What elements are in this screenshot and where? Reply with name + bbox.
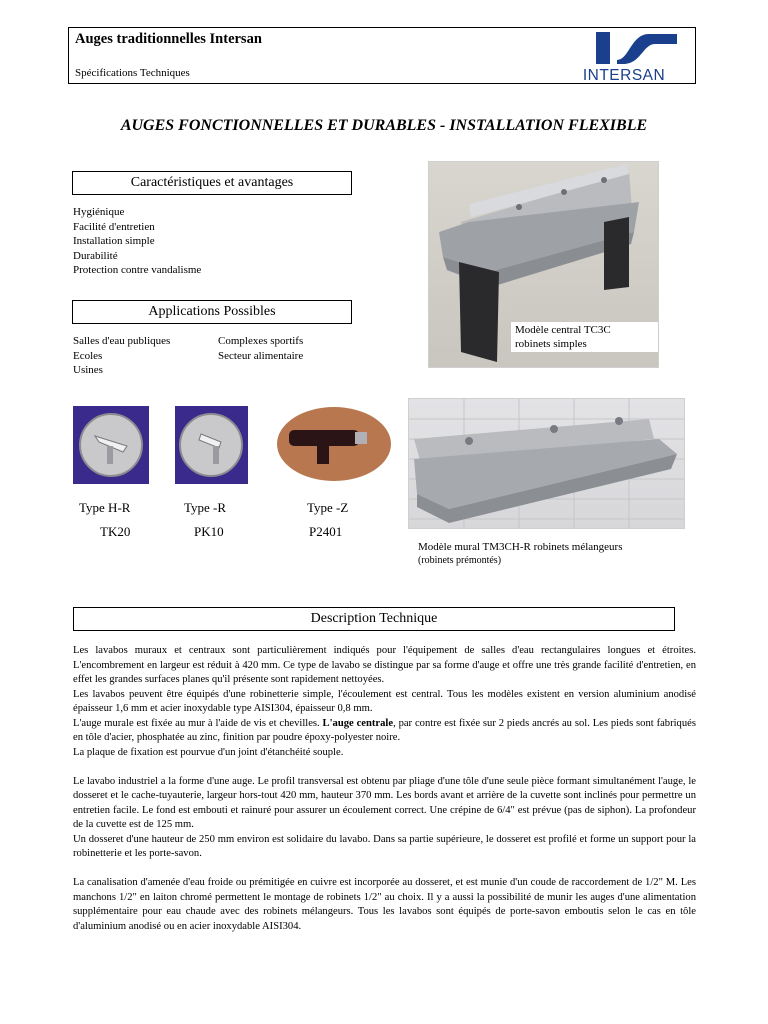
central-trough-photo: [428, 161, 659, 368]
type-r-label: Type -R: [184, 500, 227, 515]
faucet-z-photo: [277, 406, 391, 482]
type-z-label: Type -Z: [307, 500, 349, 515]
mural-trough-photo: [408, 398, 685, 529]
mural-caption: [418, 540, 622, 567]
type-r-code: PK10: [194, 524, 224, 539]
type-hr-label: Type H-R: [79, 500, 131, 515]
feature-item: Protection contre vandalisme: [73, 264, 202, 276]
feature-item: Facilité d'entretien: [73, 220, 155, 233]
features-heading: Caractéristiques et avantages: [72, 171, 352, 195]
faucet-hr-photo: [73, 406, 149, 484]
application-item: Complexes sportifs: [218, 335, 304, 347]
application-item: Secteur alimentaire: [218, 349, 304, 362]
central-caption-line1: Modèle central TC3C: [515, 324, 611, 336]
description-paragraph-1: [73, 644, 696, 760]
document-subtitle: Spécifications Techniques: [75, 67, 190, 79]
desc-p1-line4: La plaque de fixation est pourvue d'un joint d'étanchéité souple.: [73, 746, 344, 758]
description-heading: Description Technique: [73, 607, 675, 631]
feature-item: Durabilité: [73, 249, 118, 262]
application-item: Usines: [73, 364, 103, 376]
desc-p1c-before: L'auge murale est fixée au mur à l'aide de vis et chevilles.: [73, 717, 323, 729]
features-list: [73, 205, 201, 278]
central-caption-line2: robinets simples: [515, 338, 587, 350]
mural-caption-line1: Modèle mural TM3CH-R robinets mélangeurs: [418, 541, 623, 553]
type-hr-code: TK20: [100, 524, 131, 539]
desc-p1-line3: [73, 717, 696, 746]
desc-p1-line1: Les lavabos muraux et centraux sont particulièrement indiqués pour l'équipement de salles d'eau rectangulaires longues et étroites. L'encombrement en largeur est réduit à 420 mm. Ce type de lavabo se distingue par sa forme d'auge et offre une très grande facilité d'entretien, en effet les grandes surfaces planes qu'il présente sont rapidement nettoyées.: [73, 645, 696, 685]
feature-item: Installation simple: [73, 235, 155, 247]
application-item: Salles d'eau publiques: [73, 335, 171, 347]
applications-col2: [218, 334, 303, 363]
feature-item: Hygiénique: [73, 206, 125, 218]
mural-caption-line2: (robinets prémontés): [418, 554, 502, 566]
type-z-code: P2401: [309, 524, 343, 539]
central-photo-caption: [511, 322, 659, 352]
description-body: [73, 644, 696, 949]
description-paragraph-2: [73, 775, 696, 862]
application-item: Ecoles: [73, 349, 103, 362]
faucet-r-photo: [175, 406, 248, 484]
desc-p1-line2: Les lavabos peuvent être équipés d'une robinetterie simple, l'écoulement est central. Tous les modèles existent en version aluminium anodisé épaisseur 1,6 mm et acier inoxydable type AISI304, épaisseur 0,8 mm.: [73, 688, 696, 714]
desc-p1c-after: , par contre est fixée sur 2 pieds ancrés au sol. Les pieds sont fabriqués en tôle d'acier, phosphatée au zinc, finition par poudre époxy-polyester noire.: [73, 717, 696, 743]
logo-text: INTERSAN: [582, 67, 666, 82]
description-paragraph-3: La canalisation d'amenée d'eau froide ou prémitigée en cuivre est incorporée au dosseret, et est munie d'un coude de raccordement de 1/2" M. Les manchons 1/2" en laiton chromé permettent le montage de robinets 1/2" au choix. Il y a aussi la possibilité de munir les auges d'une alimentation supplémentaire pour eau chaude avec des robinets mélangeurs. Tous les lavabos sont équipés de porte-savon emboutis selon le cas en tôle d'aluminium anodisé ou en acier inoxydable AISI304.: [73, 877, 696, 932]
desc-p2-line1: Le lavabo industriel a la forme d'une auge. Le profil transversal est obtenu par pliage d'une tôle d'une seule pièce formant simultanément l'auge, le dosseret et le cache-tuyauterie, largeur hors-tout 420 mm, hauteur 370 mm. Les bords avant et arrière de la cuvette sont inclinés pour permettre un entretien facile. Le fond est embouti et rainuré pour assurer un écoulement correct. Une crépine de 6/4" est prévue (pas de siphon). La profondeur de la cuvette est de 125 mm.: [73, 775, 696, 830]
company-name: Auges traditionnelles Intersan: [75, 31, 262, 47]
desc-p2-line2: Un dosseret d'une hauteur de 250 mm environ est solidaire du lavabo. Dans sa partie supérieure, le dosseret est profilé et forme un support pour la robinetterie et les porte-savon.: [73, 833, 696, 859]
desc-p1c-bold: L'auge centrale: [322, 717, 394, 729]
applications-col1: [73, 334, 170, 378]
intersan-logo: [559, 30, 689, 82]
main-title: AUGES FONCTIONNELLES ET DURABLES - INSTALLATION FLEXIBLE: [120, 117, 648, 134]
document-header: [68, 27, 696, 84]
applications-heading: Applications Possibles: [72, 300, 352, 324]
